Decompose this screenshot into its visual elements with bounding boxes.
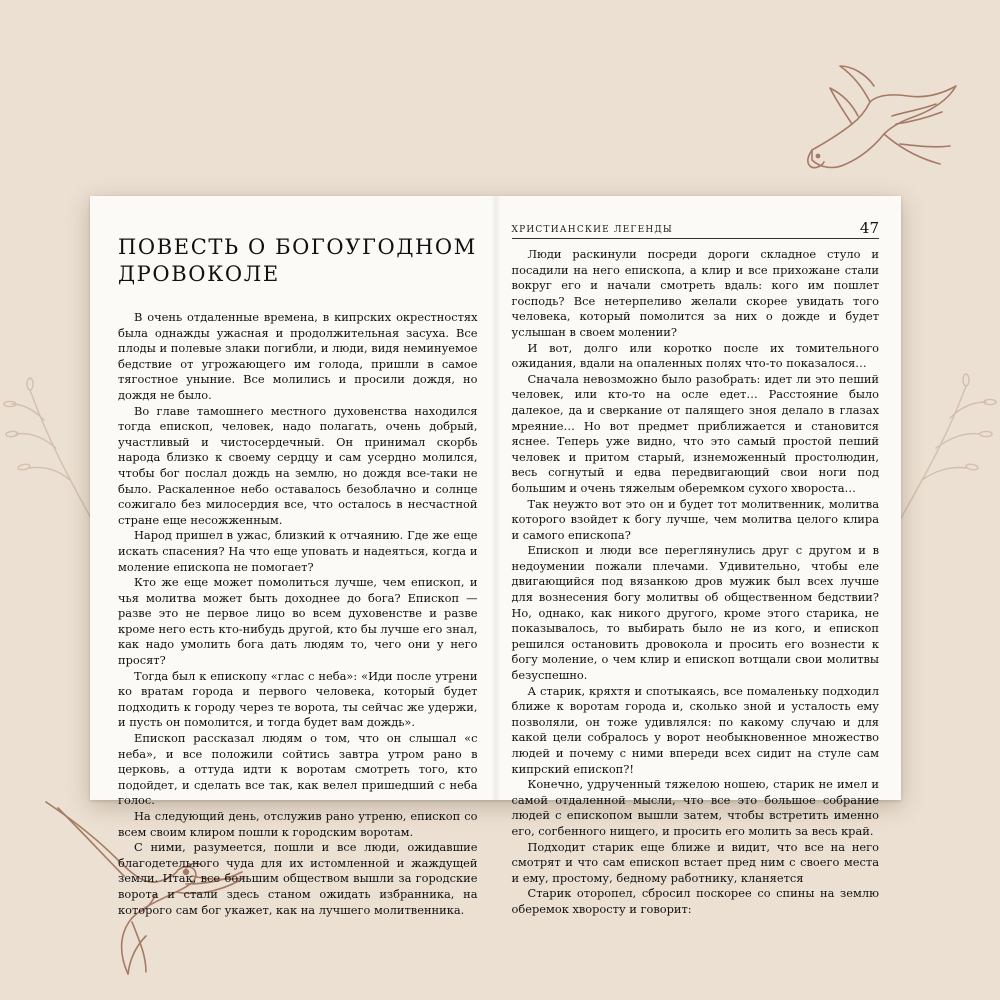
title-line-1: ПОВЕСТЬ О БОГОУГОДНОМ bbox=[118, 235, 477, 259]
open-book bbox=[90, 196, 901, 917]
paragraph: Во главе тамошнего местного духовенства находился тогда епископ, человек, надо полагать, очень добрый, участливый и чистосердечный. Он принимал скорбь народа близко к своему сердцу и сам усердно молился, чтобы бог послал дождь на землю, но дождя все-таки не было. Раскаленное небо оставалось безоблачно и солнце сожигало без милосердия все, что осталось в несчастной стране еще несожженным. bbox=[118, 403, 478, 527]
paragraph: А старик, кряхтя и спотыкаясь, все помаленьку подходил ближе к воротам города и, сколько зной и усталость ему позволяли, он тоже удивлялся: по какому случаю и для какой цели собралось у ворот необыкновенное множество людей и почему с ними впереди всех сидит на стуле сам кипрский епископ?! bbox=[511, 683, 879, 776]
paragraph: Так неужто вот это он и будет тот молитвенник, молитва которого взойдет к богу лучше, чем молитва целого клира и самого епископа? bbox=[511, 496, 879, 542]
paragraph: Епископ и люди все переглянулись друг с другом и в недоумении пожали плечами. Удивительно, чтобы еле двигающийся под вязанкою дров мужик был всех лучше для вознесения богу молитвы об общественном бедствии? Но, однако, как никого другого, кроме этого старика, не показывалось, то выбирать было не из кого, и епископ решился остановить дровокола и просить его вознести к богу моление, о чем клир и епископ вотщали свои молитвы безуспешно. bbox=[511, 543, 879, 683]
paragraph: Тогда был к епископу «глас с неба»: «Иди после утрени ко вратам города и первого человека, который будет подходить к городу через те ворота, ты сейчас же удержи, и пусть он помолится, и тогда будет вам дождь». bbox=[118, 668, 478, 730]
paragraph: С ними, разумеется, пошли и все люди, ожидавшие благодетельного чуда для их истомленной и жаждущей земли. Итак, все большим обществом вышли за городские ворота и стали здесь станом ожидать избранника, на которого сам бог укажет, как на лучшего молитвенника. bbox=[118, 840, 478, 917]
paragraph: Старик оторопел, сбросил поскорее со спины на землю оберемок хворосту и говорит: bbox=[511, 886, 879, 916]
right-page-text bbox=[512, 247, 880, 918]
running-head-title: ХРИСТИАНСКИЕ ЛЕГЕНДЫ bbox=[511, 225, 673, 235]
left-page-text bbox=[118, 310, 478, 918]
running-header bbox=[512, 218, 880, 239]
branch-left-icon bbox=[0, 330, 92, 530]
right-page bbox=[496, 196, 902, 916]
story-title bbox=[118, 234, 478, 288]
swallow-top-right-icon bbox=[800, 52, 970, 182]
paragraph: И вот, долго или коротко после их томительного ожидания, вдали на опаленных полях что-то показалося… bbox=[511, 340, 879, 371]
paragraph: Конечно, удрученный тяжелою ношею, старик не имел и самой отдаленной мысли, что все это большое собрание людей с епископом вышли затем, чтобы встретить именно его, согбенного нищего, и просить его молить за весь край. bbox=[511, 777, 879, 838]
branch-right-icon bbox=[900, 330, 1000, 530]
paragraph: Епископ рассказал людям о том, что он слышал «с неба», и все положили сойтись завтра утром рано в церковь, а оттуда идти к воротам смотреть того, кто подойдет, и сделать все так, как велел пришедший с неба голос. bbox=[118, 731, 478, 808]
paragraph: В очень отдаленные времена, в кипрских окрестностях была однажды ужасная и продолжительная засуха. Все плоды и полевые злаки погибли, и люди, видя неминуемое бедствие от угрожающего им голода, пришли в самое тягостное уныние. Все молились и просили дождя, но дождя не было. bbox=[118, 310, 478, 402]
paragraph: Сначала невозможно было разобрать: идет ли это пеший человек, или кто-то на осле едет… Расстояние было далекое, да и сверкание от палящего зноя делало в глазах мреяние… Но вот предмет приближается и становится яснее. Теперь уже видно, что это самый простой пеший человек и притом старый, изнеможенный простолюдин, весь согнутый и едва передвигающий свои ноги под большим и очень тяжелым оберемком сухого хвороста… bbox=[511, 371, 879, 495]
paragraph: Люди раскинули посреди дороги складное стуло и посадили на него епископа, а клир и все прихожане стали вокруг его и начали смотреть вдаль: кого им пошлет господь? Все нетерпеливо желали скорее увидать того человека, который помолится за них о дожде и будет услышан в своем молении? bbox=[511, 247, 879, 339]
paragraph: Народ пришел в ужас, близкий к отчаянию. Где же еще искать спасения? На что еще уповать и надеяться, когда и моление епископа не помогает? bbox=[118, 528, 478, 574]
paragraph: На следующий день, отслужив рано утреню, епископ со всем своим клиром пошли к городским воротам. bbox=[118, 809, 478, 839]
paragraph: Подходит старик еще ближе и видит, что все на него смотрят и что сам епископ встает пред ним с своего места и ему, простому, бедному работнику, кланяется bbox=[511, 839, 879, 885]
title-line-2: ДРОВОКОЛЕ bbox=[118, 262, 280, 286]
left-page bbox=[90, 196, 496, 917]
page-number: 47 bbox=[859, 219, 879, 237]
paragraph: Кто же еще может помолиться лучше, чем епископ, и чья молитва может быть доходнее до бога? Епископ — разве это не первое лицо во всем духовенстве и разве кроме него есть кто-нибудь другой, кто бы лучше его знал, как надо умолить бога дать людям то, чего они у него просят? bbox=[118, 575, 478, 668]
